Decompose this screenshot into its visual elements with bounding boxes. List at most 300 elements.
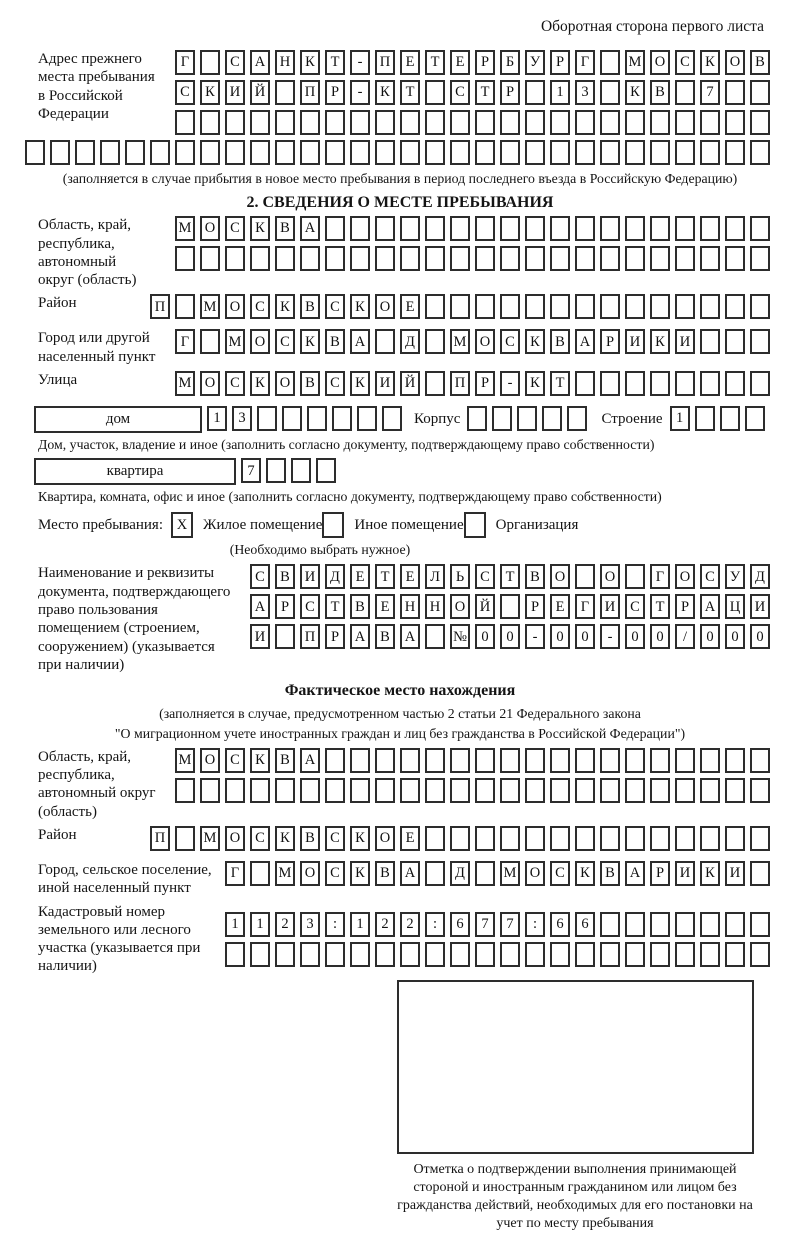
char-box[interactable]: А [250,594,270,619]
char-box[interactable] [517,406,537,431]
char-box[interactable]: И [675,329,695,354]
char-box[interactable]: А [350,624,370,649]
char-box[interactable] [700,942,720,967]
char-box[interactable] [75,140,95,165]
char-box[interactable] [300,942,320,967]
char-box[interactable] [500,748,520,773]
char-box[interactable] [350,140,370,165]
char-box[interactable]: 0 [500,624,520,649]
char-box[interactable] [575,140,595,165]
char-box[interactable]: М [200,294,220,319]
char-box[interactable] [600,216,620,241]
char-box[interactable] [525,246,545,271]
char-box[interactable]: И [625,329,645,354]
apartment-type-box[interactable]: квартира [34,458,236,485]
char-box[interactable]: С [250,294,270,319]
char-box[interactable]: В [525,564,545,589]
char-box[interactable] [175,140,195,165]
char-box[interactable] [500,140,520,165]
char-box[interactable]: Л [425,564,445,589]
char-box[interactable] [350,942,370,967]
char-box[interactable]: Г [575,50,595,75]
char-box[interactable] [725,748,745,773]
char-box[interactable] [600,748,620,773]
char-box[interactable] [600,294,620,319]
char-box[interactable] [425,80,445,105]
char-box[interactable] [700,294,720,319]
char-box[interactable] [375,748,395,773]
char-box[interactable]: С [325,861,345,886]
char-box[interactable] [450,294,470,319]
char-box[interactable]: Г [650,564,670,589]
char-box[interactable] [725,110,745,135]
char-box[interactable]: О [275,371,295,396]
char-box[interactable]: К [275,294,295,319]
char-box[interactable]: К [250,216,270,241]
char-box[interactable] [175,778,195,803]
char-box[interactable]: 6 [450,912,470,937]
char-box[interactable] [625,246,645,271]
char-box[interactable]: П [450,371,470,396]
char-box[interactable]: К [350,294,370,319]
char-box[interactable] [625,216,645,241]
char-box[interactable]: Р [275,594,295,619]
char-box[interactable] [450,246,470,271]
char-box[interactable] [275,80,295,105]
char-box[interactable] [325,942,345,967]
char-box[interactable]: 1 [225,912,245,937]
char-box[interactable]: М [175,371,195,396]
char-box[interactable]: М [175,748,195,773]
char-box[interactable] [500,294,520,319]
char-box[interactable] [475,140,495,165]
char-box[interactable] [200,246,220,271]
char-box[interactable] [720,406,740,431]
char-box[interactable] [675,294,695,319]
char-box[interactable]: 0 [650,624,670,649]
char-box[interactable] [425,826,445,851]
char-box[interactable] [700,140,720,165]
char-box[interactable]: Д [325,564,345,589]
char-box[interactable]: 1 [350,912,370,937]
house-type-box[interactable]: дом [34,406,202,433]
char-box[interactable]: 6 [575,912,595,937]
char-box[interactable]: 0 [475,624,495,649]
char-box[interactable] [225,942,245,967]
char-box[interactable] [175,110,195,135]
char-box[interactable]: К [625,80,645,105]
char-box[interactable] [300,246,320,271]
char-box[interactable]: С [175,80,195,105]
char-box[interactable]: С [450,80,470,105]
char-box[interactable]: У [725,564,745,589]
char-box[interactable]: С [250,826,270,851]
char-box[interactable] [600,246,620,271]
char-box[interactable] [750,371,770,396]
char-box[interactable]: Б [500,50,520,75]
char-box[interactable]: В [275,216,295,241]
char-box[interactable] [650,246,670,271]
char-box[interactable] [650,216,670,241]
char-box[interactable] [200,140,220,165]
char-box[interactable]: Т [475,80,495,105]
checkbox-zhiloe[interactable]: X [171,512,193,538]
char-box[interactable] [500,942,520,967]
char-box[interactable] [675,748,695,773]
char-box[interactable]: Т [425,50,445,75]
char-box[interactable]: О [475,329,495,354]
char-box[interactable] [450,216,470,241]
char-box[interactable]: Ц [725,594,745,619]
char-box[interactable]: В [750,50,770,75]
char-box[interactable]: Д [750,564,770,589]
char-box[interactable] [425,778,445,803]
char-box[interactable]: О [200,748,220,773]
char-box[interactable]: Р [675,594,695,619]
char-box[interactable]: Й [250,80,270,105]
char-box[interactable]: К [700,861,720,886]
char-box[interactable]: - [500,371,520,396]
char-box[interactable] [425,861,445,886]
char-box[interactable] [475,246,495,271]
char-box[interactable] [325,110,345,135]
checkbox-organizaciya[interactable] [464,512,486,538]
char-box[interactable]: 7 [500,912,520,937]
char-box[interactable] [700,371,720,396]
char-box[interactable]: И [300,564,320,589]
char-box[interactable] [575,216,595,241]
char-box[interactable] [400,110,420,135]
char-box[interactable]: М [500,861,520,886]
char-box[interactable] [600,50,620,75]
char-box[interactable]: Г [175,50,195,75]
char-box[interactable] [525,216,545,241]
char-box[interactable] [175,246,195,271]
char-box[interactable]: В [375,624,395,649]
char-box[interactable] [500,826,520,851]
char-box[interactable] [695,406,715,431]
char-box[interactable]: 3 [300,912,320,937]
char-box[interactable]: К [300,50,320,75]
char-box[interactable]: В [275,748,295,773]
char-box[interactable]: И [675,861,695,886]
char-box[interactable]: О [525,861,545,886]
char-box[interactable]: И [750,594,770,619]
char-box[interactable]: - [350,80,370,105]
char-box[interactable]: С [325,294,345,319]
char-box[interactable]: Г [175,329,195,354]
char-box[interactable] [550,140,570,165]
char-box[interactable] [700,826,720,851]
char-box[interactable] [400,246,420,271]
char-box[interactable] [525,778,545,803]
char-box[interactable] [750,294,770,319]
char-box[interactable] [650,371,670,396]
char-box[interactable]: С [625,594,645,619]
char-box[interactable] [475,826,495,851]
char-box[interactable]: Д [450,861,470,886]
char-box[interactable]: Р [325,80,345,105]
char-box[interactable] [350,110,370,135]
char-box[interactable]: 7 [241,458,261,483]
char-box[interactable] [600,778,620,803]
char-box[interactable] [350,748,370,773]
char-box[interactable] [425,294,445,319]
char-box[interactable]: Н [400,594,420,619]
char-box[interactable]: А [300,748,320,773]
char-box[interactable]: О [225,826,245,851]
char-box[interactable] [725,246,745,271]
char-box[interactable]: М [200,826,220,851]
char-box[interactable]: Т [550,371,570,396]
char-box[interactable] [650,748,670,773]
char-box[interactable] [375,942,395,967]
char-box[interactable] [675,912,695,937]
char-box[interactable]: В [375,861,395,886]
char-box[interactable] [575,778,595,803]
char-box[interactable] [625,778,645,803]
char-box[interactable] [325,216,345,241]
char-box[interactable] [150,140,170,165]
char-box[interactable]: С [475,564,495,589]
char-box[interactable]: Т [325,50,345,75]
char-box[interactable] [750,861,770,886]
char-box[interactable] [725,80,745,105]
char-box[interactable]: И [375,371,395,396]
char-box[interactable]: 2 [275,912,295,937]
char-box[interactable] [450,110,470,135]
char-box[interactable]: П [375,50,395,75]
char-box[interactable] [282,406,302,431]
char-box[interactable]: - [600,624,620,649]
char-box[interactable]: К [350,826,370,851]
char-box[interactable]: № [450,624,470,649]
char-box[interactable] [375,216,395,241]
char-box[interactable]: Т [375,564,395,589]
char-box[interactable]: К [200,80,220,105]
char-box[interactable] [542,406,562,431]
char-box[interactable] [50,140,70,165]
char-box[interactable]: С [325,371,345,396]
char-box[interactable]: А [350,329,370,354]
char-box[interactable] [575,371,595,396]
char-box[interactable] [425,748,445,773]
char-box[interactable] [400,942,420,967]
char-box[interactable] [625,294,645,319]
char-box[interactable]: Е [400,826,420,851]
char-box[interactable] [575,748,595,773]
char-box[interactable]: Е [400,50,420,75]
char-box[interactable]: У [525,50,545,75]
char-box[interactable] [175,294,195,319]
char-box[interactable]: Т [325,594,345,619]
char-box[interactable] [475,942,495,967]
char-box[interactable] [725,778,745,803]
char-box[interactable] [725,371,745,396]
char-box[interactable] [257,406,277,431]
char-box[interactable]: Р [500,80,520,105]
char-box[interactable] [200,778,220,803]
char-box[interactable] [700,748,720,773]
char-box[interactable]: С [675,50,695,75]
char-box[interactable] [600,912,620,937]
char-box[interactable] [725,329,745,354]
char-box[interactable] [675,80,695,105]
char-box[interactable] [200,110,220,135]
char-box[interactable]: К [350,861,370,886]
char-box[interactable]: Е [400,294,420,319]
char-box[interactable] [250,778,270,803]
char-box[interactable] [700,216,720,241]
char-box[interactable]: О [300,861,320,886]
char-box[interactable]: К [525,329,545,354]
char-box[interactable]: В [650,80,670,105]
char-box[interactable] [550,294,570,319]
char-box[interactable] [375,246,395,271]
char-box[interactable] [675,826,695,851]
char-box[interactable] [750,912,770,937]
char-box[interactable]: И [250,624,270,649]
char-box[interactable]: 1 [670,406,690,431]
char-box[interactable] [750,826,770,851]
char-box[interactable] [750,246,770,271]
char-box[interactable]: В [275,564,295,589]
char-box[interactable] [425,110,445,135]
char-box[interactable] [550,216,570,241]
char-box[interactable]: В [300,371,320,396]
char-box[interactable] [475,294,495,319]
char-box[interactable]: 2 [375,912,395,937]
char-box[interactable]: 0 [550,624,570,649]
char-box[interactable] [250,246,270,271]
char-box[interactable] [400,140,420,165]
char-box[interactable] [500,216,520,241]
char-box[interactable]: 6 [550,912,570,937]
char-box[interactable]: Н [425,594,445,619]
char-box[interactable]: М [225,329,245,354]
char-box[interactable]: 3 [575,80,595,105]
char-box[interactable]: В [550,329,570,354]
char-box[interactable] [600,140,620,165]
char-box[interactable] [725,942,745,967]
char-box[interactable] [275,246,295,271]
char-box[interactable] [750,942,770,967]
char-box[interactable] [250,861,270,886]
char-box[interactable] [675,778,695,803]
char-box[interactable]: Е [350,564,370,589]
char-box[interactable] [625,371,645,396]
char-box[interactable] [725,140,745,165]
char-box[interactable] [475,861,495,886]
char-box[interactable]: С [700,564,720,589]
char-box[interactable]: Г [575,594,595,619]
char-box[interactable] [375,110,395,135]
char-box[interactable]: : [425,912,445,937]
char-box[interactable] [500,594,520,619]
char-box[interactable] [450,942,470,967]
char-box[interactable]: В [300,826,320,851]
char-box[interactable]: А [400,861,420,886]
char-box[interactable] [700,110,720,135]
char-box[interactable] [600,826,620,851]
char-box[interactable]: С [250,564,270,589]
char-box[interactable] [675,110,695,135]
char-box[interactable]: А [700,594,720,619]
char-box[interactable] [575,246,595,271]
char-box[interactable]: С [225,748,245,773]
char-box[interactable] [525,748,545,773]
char-box[interactable] [675,942,695,967]
char-box[interactable] [375,140,395,165]
char-box[interactable] [500,246,520,271]
char-box[interactable]: Д [400,329,420,354]
char-box[interactable] [350,216,370,241]
char-box[interactable] [425,942,445,967]
char-box[interactable] [575,294,595,319]
char-box[interactable]: Е [400,564,420,589]
char-box[interactable] [375,329,395,354]
char-box[interactable] [725,826,745,851]
char-box[interactable]: О [200,216,220,241]
char-box[interactable] [325,140,345,165]
char-box[interactable] [650,294,670,319]
char-box[interactable] [300,110,320,135]
char-box[interactable] [525,110,545,135]
char-box[interactable] [250,110,270,135]
char-box[interactable] [325,778,345,803]
char-box[interactable] [525,826,545,851]
char-box[interactable] [225,110,245,135]
char-box[interactable] [275,140,295,165]
char-box[interactable] [675,140,695,165]
char-box[interactable] [525,80,545,105]
char-box[interactable] [500,110,520,135]
char-box[interactable] [550,826,570,851]
char-box[interactable]: 1 [550,80,570,105]
char-box[interactable] [750,778,770,803]
char-box[interactable] [350,778,370,803]
char-box[interactable]: В [300,294,320,319]
char-box[interactable]: С [225,216,245,241]
char-box[interactable] [425,329,445,354]
char-box[interactable] [725,216,745,241]
char-box[interactable] [750,329,770,354]
char-box[interactable]: И [725,861,745,886]
char-box[interactable]: К [275,826,295,851]
char-box[interactable] [316,458,336,483]
char-box[interactable] [750,216,770,241]
char-box[interactable]: 0 [725,624,745,649]
char-box[interactable] [600,371,620,396]
char-box[interactable] [725,912,745,937]
char-box[interactable]: 1 [207,406,227,431]
char-box[interactable]: 7 [700,80,720,105]
char-box[interactable]: О [250,329,270,354]
char-box[interactable]: : [325,912,345,937]
char-box[interactable] [450,140,470,165]
char-box[interactable] [450,826,470,851]
char-box[interactable] [650,912,670,937]
char-box[interactable]: О [225,294,245,319]
char-box[interactable] [125,140,145,165]
char-box[interactable] [625,826,645,851]
char-box[interactable] [567,406,587,431]
char-box[interactable]: С [225,371,245,396]
char-box[interactable] [750,748,770,773]
char-box[interactable] [332,406,352,431]
char-box[interactable]: 0 [700,624,720,649]
char-box[interactable]: 7 [475,912,495,937]
